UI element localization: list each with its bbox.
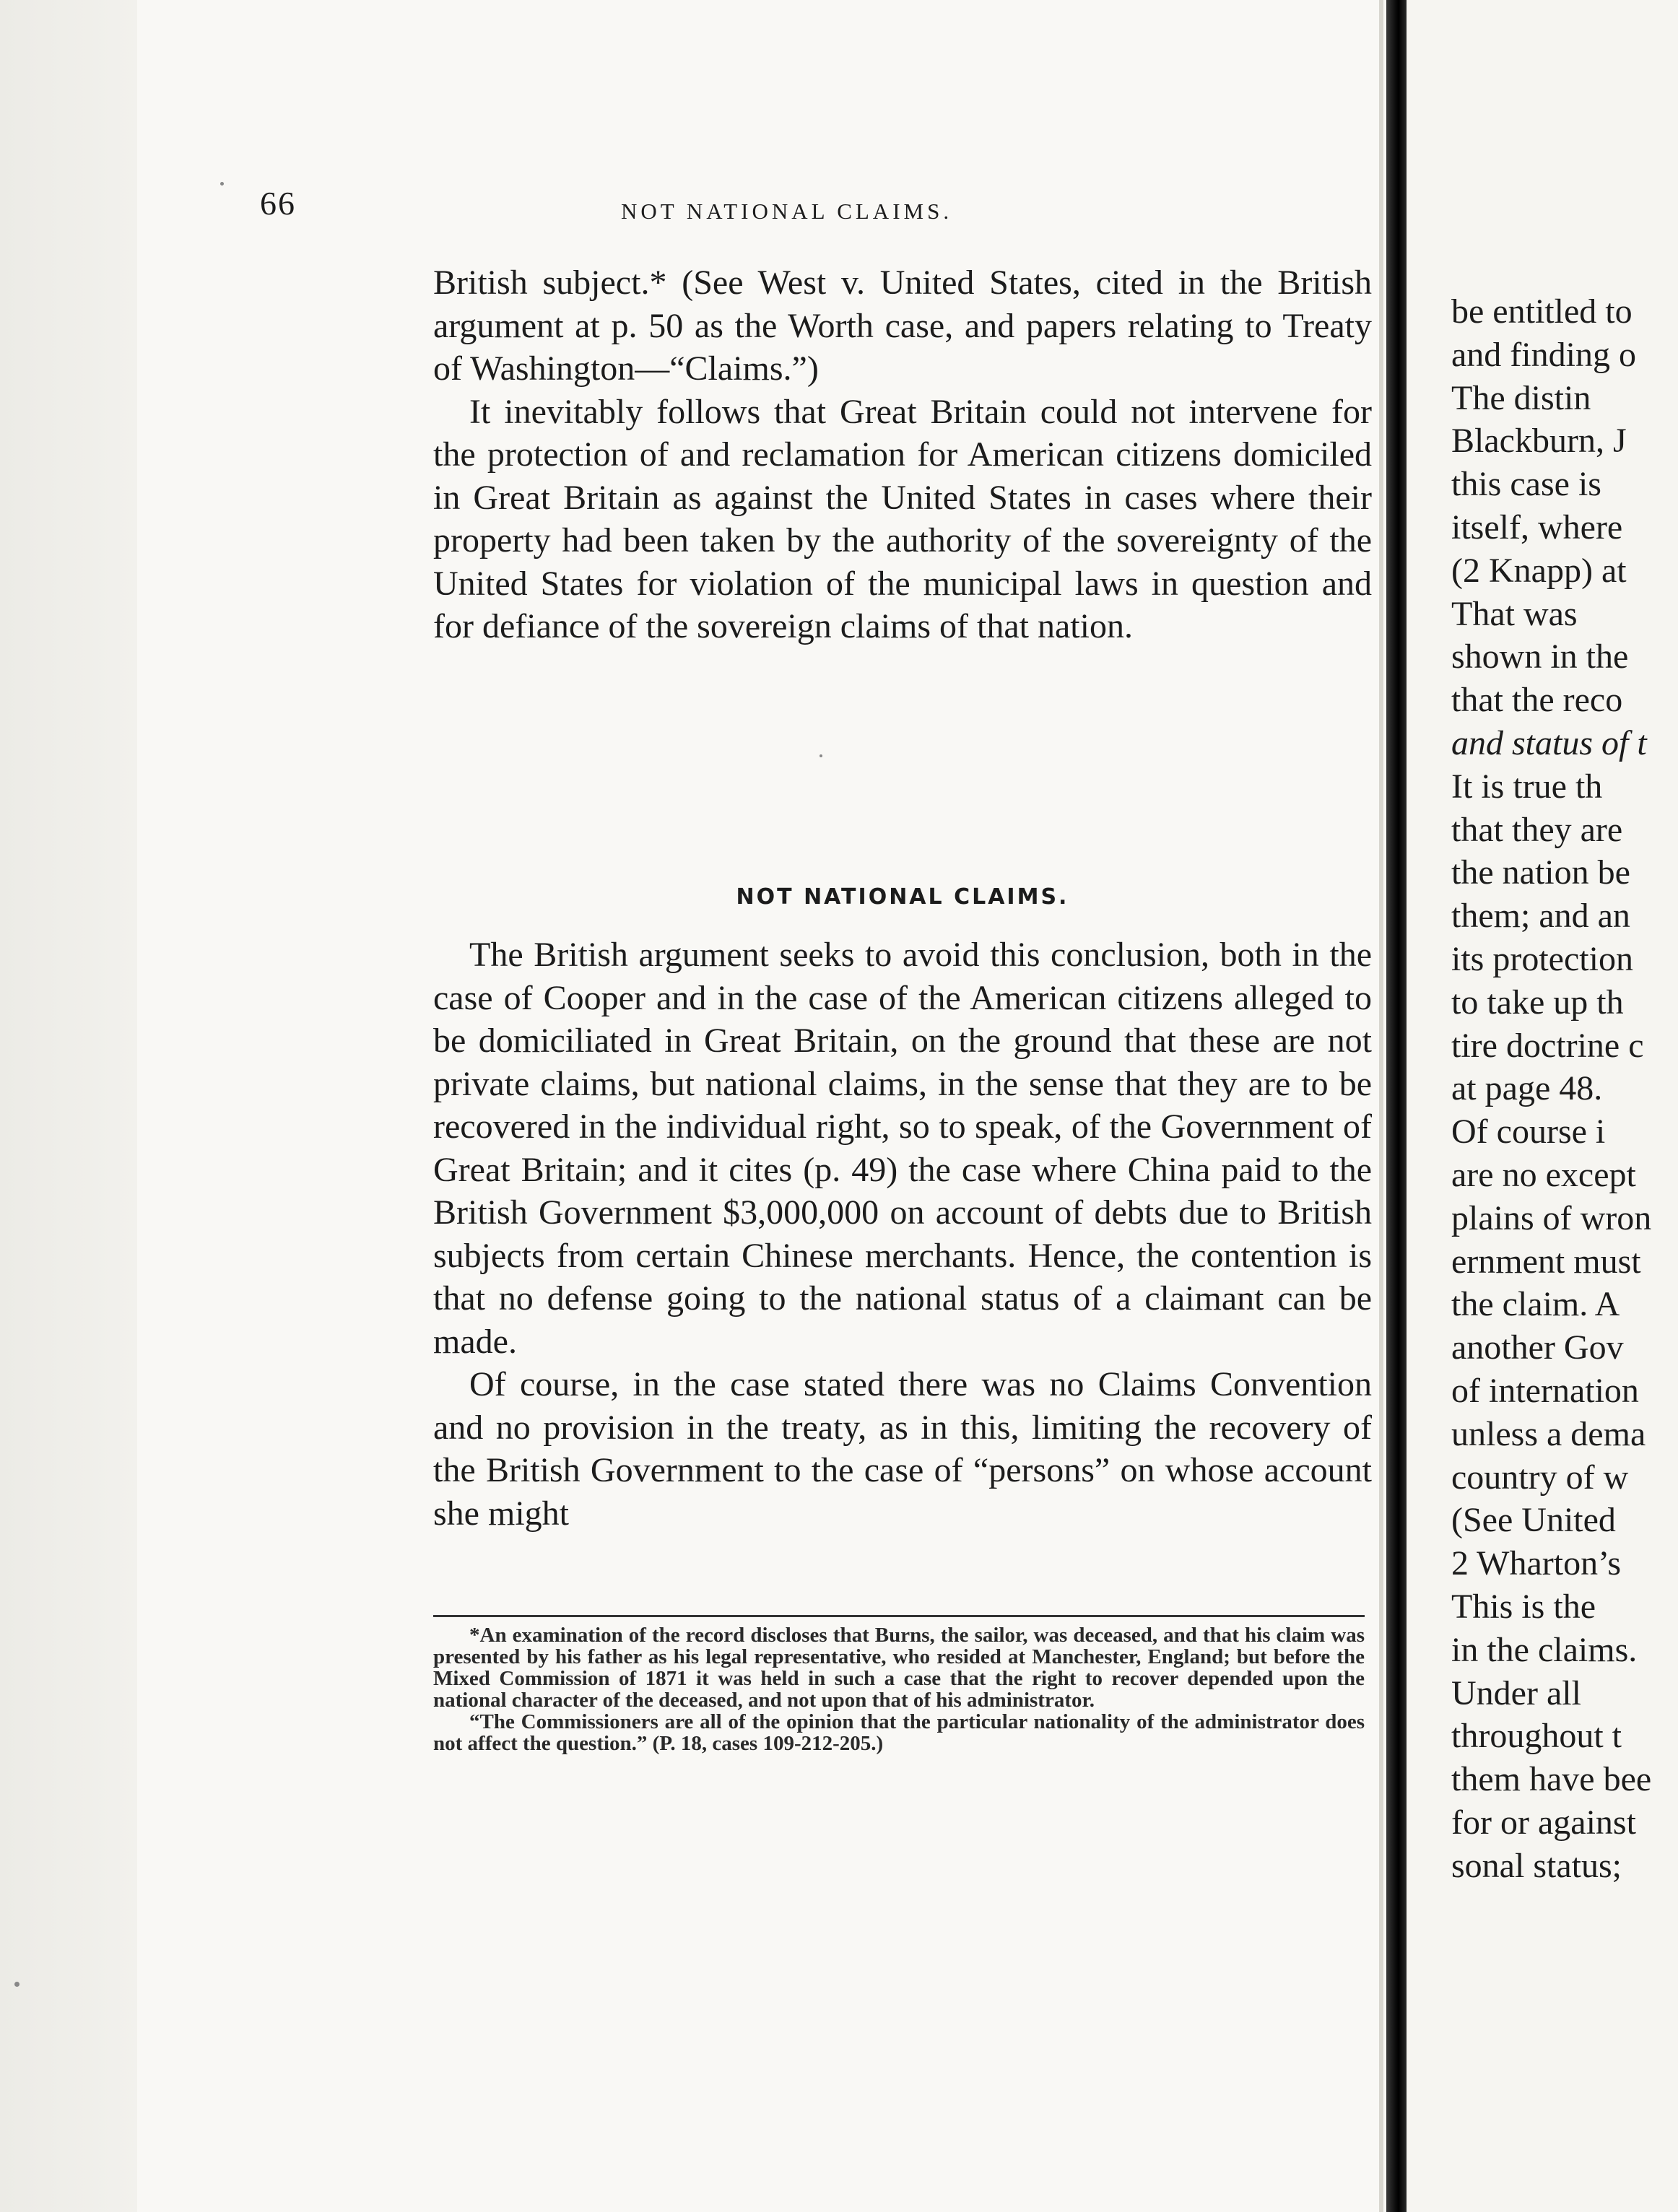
facing-page-line: It is true th <box>1451 767 1603 806</box>
running-head: NOT NATIONAL CLAIMS. <box>621 199 953 224</box>
paragraph: It inevitably follows that Great Britain could not intervene for the protection of and reclamation for American citizens domiciled in Great Britain as against the United States in cases where their property had been taken by the authority of the sovereignty of the United States for violation of the municipal laws in question and for defiance of the sovereign claims of that nation. <box>433 392 1372 645</box>
footnote-block <box>433 1624 1365 1754</box>
scan-speck <box>820 754 822 757</box>
paragraph: The British argument seeks to avoid this conclusion, both in the case of Cooper and in the case of the American citizens alleged to be domiciliated in Great Britain, on the ground that these are not private claims, but national claims, in the sense that they are to be recovered in the individual right, so to speak, of the Government of Great Britain; and it cites (p. 49) the case where China paid to the British Government $3,000,000 on account of debts due to British subjects from certain Chinese merchants. Hence, the contention is that no defense going to the national status of a claimant can be made. <box>433 936 1372 1361</box>
page-number: 66 <box>260 185 296 222</box>
facing-page-line: itself, where <box>1451 508 1623 547</box>
facing-page-line: this case is <box>1451 465 1601 504</box>
facing-page-line: country of w <box>1451 1458 1629 1497</box>
facing-page-line: (See United <box>1451 1501 1616 1540</box>
paragraph: British subject.* (See West v. United States, cited in the British argument at p. 50 as the Worth case, and papers relating to Treaty of Washington—“Claims.”) <box>433 264 1372 388</box>
facing-page-line: them have bee <box>1451 1760 1652 1799</box>
facing-page-line: that the reco <box>1451 681 1623 720</box>
facing-page-line: them; and an <box>1451 897 1630 936</box>
facing-page-line: at page 48. <box>1451 1069 1603 1108</box>
footnote: *An examination of the record discloses that Burns, the sailor, was deceased, and that his claim was presented by his father as his legal representative, who resided at Manchester, England; but before the Mixed Commission of 1871 it was held in such a case that the right to recover depended upon the national character of the deceased, and not upon that of his administrator. <box>433 1624 1365 1712</box>
facing-page-line: its protection <box>1451 939 1633 978</box>
facing-page-line: and finding o <box>1451 335 1636 374</box>
facing-page-line: Of course i <box>1451 1112 1606 1151</box>
facing-page-line: (2 Knapp) at <box>1451 551 1627 590</box>
facing-page-line: shown in the <box>1451 637 1629 676</box>
scan-speck <box>14 1982 19 1987</box>
facing-page-line: tire doctrine c <box>1451 1026 1644 1065</box>
facing-page-line: This is the <box>1451 1587 1596 1626</box>
facing-page-line: ernment must <box>1451 1242 1641 1281</box>
facing-page-line: the nation be <box>1451 853 1630 892</box>
facing-page-line: sonal status; <box>1451 1846 1622 1885</box>
facing-page-line: another Gov <box>1451 1328 1624 1367</box>
facing-page-text <box>1451 290 1678 1887</box>
facing-page-line: be entitled to <box>1451 292 1633 331</box>
section-text-block <box>433 933 1372 1535</box>
footnote: “The Commissioners are all of the opinion that the particular nationality of the administrator does not affect the question.” (P. 18, cases 109-212-205.) <box>433 1710 1365 1755</box>
facing-page-line: to take up th <box>1451 983 1624 1022</box>
facing-page-line: plains of wron <box>1451 1198 1652 1237</box>
opening-text-block <box>433 261 1372 648</box>
facing-page-line: throughout t <box>1451 1717 1622 1756</box>
facing-page-line: Blackburn, J <box>1451 422 1627 461</box>
facing-page-line: in the claims. <box>1451 1630 1638 1669</box>
facing-page-line: Under all <box>1451 1673 1581 1712</box>
facing-page-line: of internation <box>1451 1371 1639 1410</box>
facing-page-line: That was <box>1451 594 1578 633</box>
facing-page-line: 2 Wharton’s <box>1451 1544 1622 1583</box>
facing-page-line: the claim. A <box>1451 1285 1620 1324</box>
facing-page-line: The distin <box>1451 378 1591 417</box>
book-gutter <box>1386 0 1407 2212</box>
facing-page-line: and status of t <box>1451 723 1647 762</box>
facing-page-line: are no except <box>1451 1155 1636 1194</box>
facing-page-line: for or against <box>1451 1803 1636 1842</box>
footnote-rule <box>433 1615 1365 1617</box>
section-heading: NOT NATIONAL CLAIMS. <box>736 884 1069 910</box>
paragraph: Of course, in the case stated there was no Claims Convention and no provision in the treaty, as in this, limiting the recovery of the British Government to the case of “persons” on whose account she might <box>433 1365 1372 1533</box>
facing-page-line: that they are <box>1451 810 1623 849</box>
scan-speck <box>220 182 224 186</box>
facing-page-line: unless a dema <box>1451 1414 1646 1453</box>
